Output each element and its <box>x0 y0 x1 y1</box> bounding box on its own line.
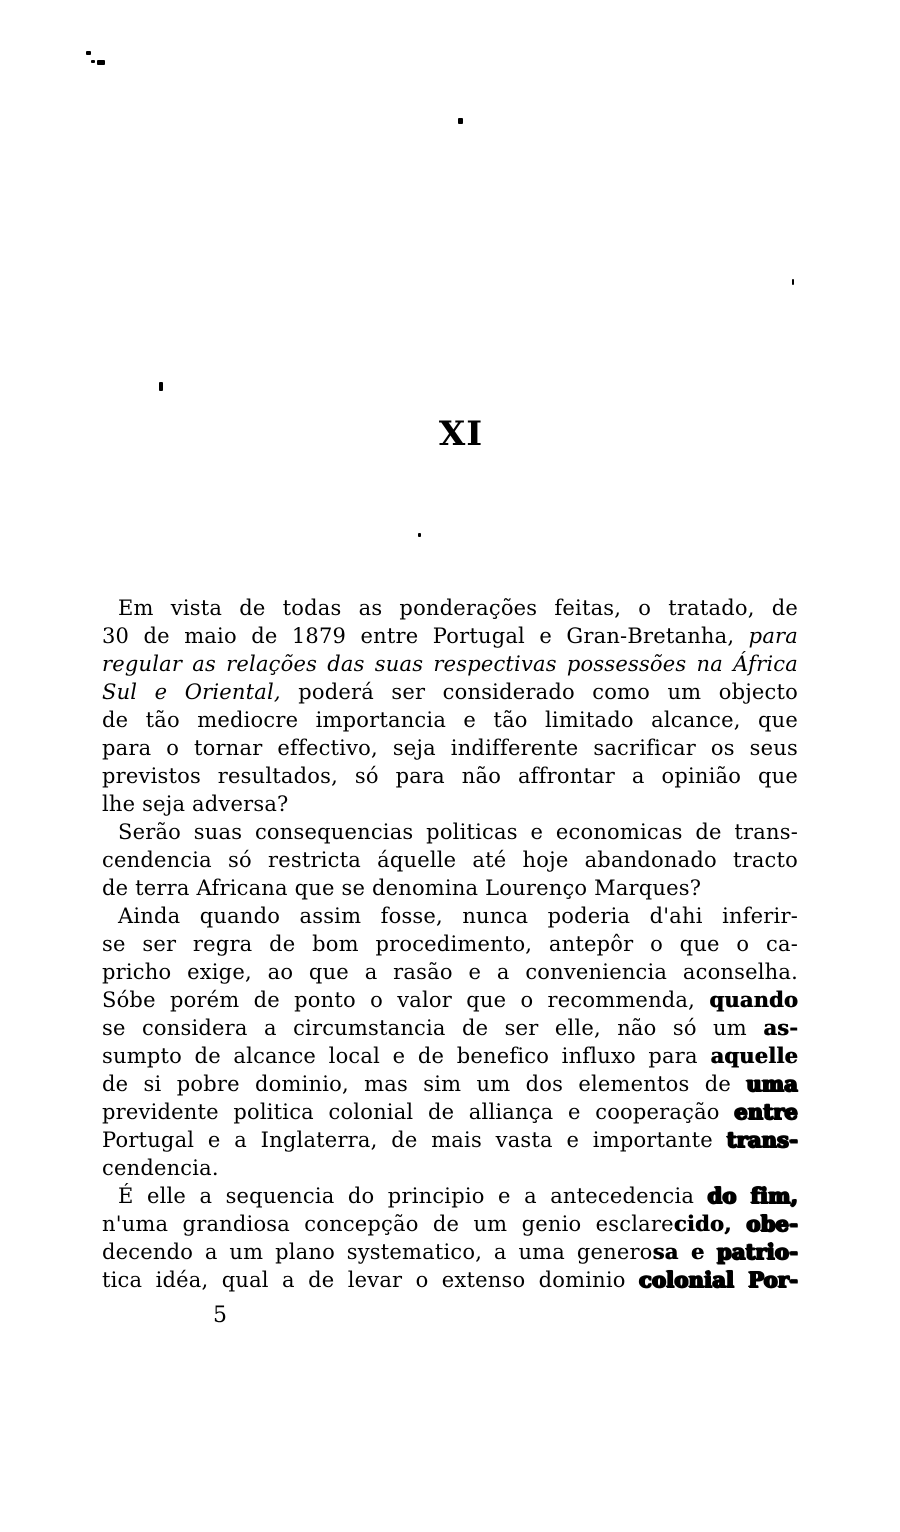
text-segment: do fim, <box>707 1183 798 1208</box>
text-segment: para o tornar effectivo, seja indifferente sacrificar os seus <box>102 736 798 760</box>
text-segment: as- <box>763 1015 798 1040</box>
text-segment: poderá ser considerado como um objecto <box>280 680 798 704</box>
page-text <box>102 594 798 1294</box>
text-segment: n'uma grandiosa concepção de um genio esclare <box>102 1212 674 1236</box>
text-segment: uma <box>746 1071 798 1096</box>
text-segment: previstos resultados, só para não affrontar a opinião que <box>102 764 798 788</box>
ink-speck <box>159 382 163 391</box>
text-segment: quando <box>709 987 798 1012</box>
text-line <box>102 902 798 930</box>
text-line <box>102 734 798 762</box>
text-line <box>102 818 798 846</box>
text-segment: se considera a circumstancia de ser elle, não só um <box>102 1016 764 1040</box>
text-segment: Sul e Oriental, <box>102 680 281 704</box>
text-segment: se ser regra de bom procedimento, antepôr o que o ca- <box>102 932 798 956</box>
text-segment: colonial Por- <box>638 1267 798 1292</box>
text-segment: 30 de maio de 1879 entre Portugal e Gran-Bretanha, <box>102 624 749 648</box>
text-line <box>102 1098 798 1126</box>
text-segment: Serão suas consequencias politicas e economicas de trans- <box>118 820 798 844</box>
text-segment: aquelle <box>710 1043 798 1068</box>
text-line <box>102 1154 798 1182</box>
text-segment: regular as relações das suas respectivas possessões na África <box>102 652 798 676</box>
text-line <box>102 790 798 818</box>
ink-speck <box>91 60 95 63</box>
text-segment: lhe seja adversa? <box>102 792 289 816</box>
text-line <box>102 958 798 986</box>
text-line <box>102 1238 798 1266</box>
text-line <box>102 1126 798 1154</box>
text-segment: de tão mediocre importancia e tão limitado alcance, que <box>102 708 798 732</box>
text-line <box>102 986 798 1014</box>
text-segment: cido, <box>673 1211 747 1236</box>
ink-speck <box>418 533 421 537</box>
text-line <box>102 678 798 706</box>
text-line <box>102 594 798 622</box>
ink-speck <box>792 279 794 285</box>
ink-speck <box>86 51 91 55</box>
text-segment: decendo a um plano systematico, a uma genero <box>102 1240 653 1264</box>
text-segment: Ainda quando assim fosse, nunca poderia d'ahi inferir- <box>118 904 798 928</box>
text-line <box>102 762 798 790</box>
text-line <box>102 846 798 874</box>
text-line <box>102 874 798 902</box>
text-segment: obe- <box>746 1211 798 1236</box>
chapter-heading: XI <box>438 414 484 454</box>
text-segment: tica idéa, qual a de levar o extenso dominio <box>102 1268 639 1292</box>
text-segment: Em vista de todas as ponderações feitas, o tratado, de <box>118 596 798 620</box>
text-line <box>102 650 798 678</box>
text-segment: cendencia só restricta áquelle até hoje abandonado tracto <box>102 848 798 872</box>
text-line <box>102 706 798 734</box>
text-line <box>102 622 798 650</box>
text-segment: cendencia. <box>102 1156 219 1180</box>
text-segment: É elle a sequencia do principio e a antecedencia <box>118 1184 708 1208</box>
text-line <box>102 1210 798 1238</box>
ink-speck <box>458 118 463 124</box>
text-segment: Portugal e a Inglaterra, de mais vasta e importante <box>102 1128 727 1152</box>
text-segment: de si pobre dominio, mas sim um dos elementos de <box>102 1072 747 1096</box>
text-line <box>102 1042 798 1070</box>
text-segment: Sóbe porém de ponto o valor que o recommenda, <box>102 988 710 1012</box>
page-signature: 5 <box>213 1303 227 1328</box>
text-segment: patrio- <box>716 1239 798 1264</box>
text-line <box>102 1266 798 1294</box>
text-segment: trans- <box>726 1127 798 1152</box>
text-line <box>102 930 798 958</box>
text-segment: para <box>748 624 798 648</box>
text-segment: de terra Africana que se denomina Lourenço Marques? <box>102 876 702 900</box>
text-line <box>102 1070 798 1098</box>
text-segment: sumpto de alcance local e de benefico influxo para <box>102 1044 711 1068</box>
text-segment: entre <box>734 1099 798 1124</box>
ink-speck <box>97 60 105 65</box>
text-line <box>102 1014 798 1042</box>
text-segment: pricho exige, ao que a rasão e a conveniencia aconselha. <box>102 960 798 984</box>
text-segment: sa e <box>652 1239 717 1264</box>
text-line <box>102 1182 798 1210</box>
text-segment: previdente politica colonial de alliança e cooperação <box>102 1100 735 1124</box>
